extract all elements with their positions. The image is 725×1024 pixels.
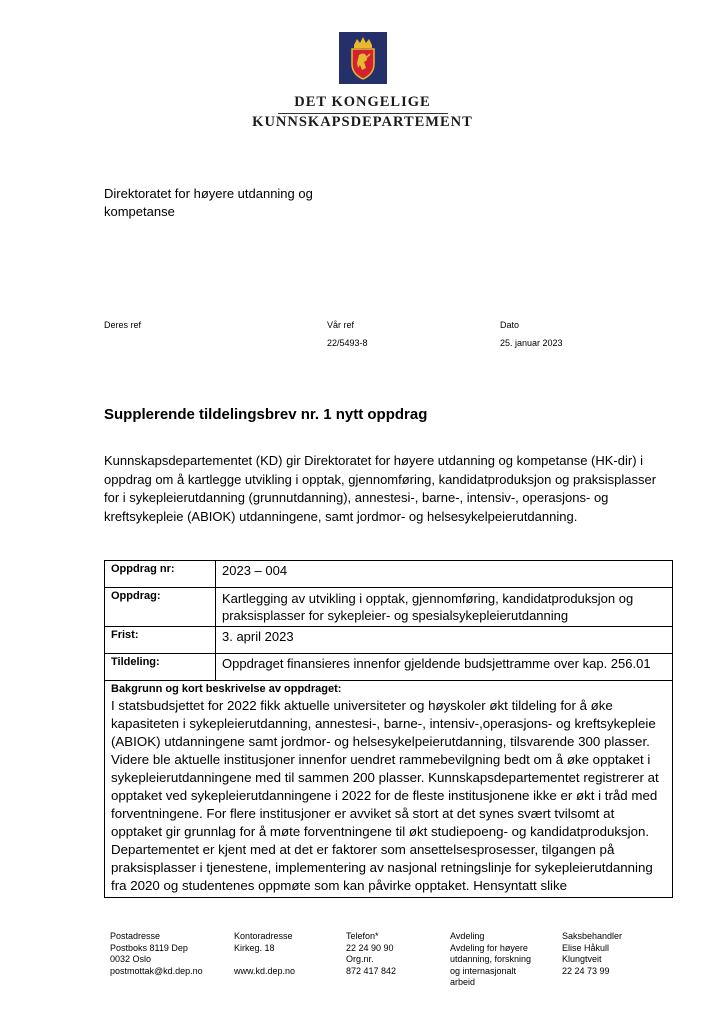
footer-line: Org.nr. bbox=[346, 954, 374, 964]
background-cell bbox=[105, 681, 673, 898]
footer-line: Postadresse bbox=[110, 931, 161, 941]
background-text: I statsbudsjettet for 2022 fikk aktuelle universiteter og høyskoler økt tildeling for å øke kapasiteten i sykepleierutdanning, annestesi-, barne-, intensiv-,operasjons- og kreftsykepleie (ABIOK) utdanningene samt jordmor- og helsesykelpeierutdanning, tilsvarende 300 plasser. Videre ble aktuelle institusjoner innenfor uendret rammebevilgning bedt om å øke opptaket i sykepleierutdanningene med til sammen 200 plasser. Kunnskapsdepartementet registrerer at opptaket ved sykepleierutdanningene i 2022 for de fleste institusjonene ikke er økt i tråd med forventningene. For flere institusjoner er avviket så stort at det synes svært tvilsomt at opptaket gir grunnlag for å møte forventningene til økt studiepoeng- og kandidatproduksjon. Departementet er kjent med at det er faktorer som ansettelsesprosesser, tilgangen på praksisplasser i tjenestene, implementering av nasjonal retningslinje for sykepleierutdanning fra 2020 og studentenes oppmøte som kan påvirke opptaket. Hensyntatt slike bbox=[111, 698, 659, 893]
footer-line: utdanning, forskning bbox=[450, 954, 532, 964]
footer-line: Postboks 8119 Dep bbox=[110, 942, 188, 953]
footer-line bbox=[234, 954, 295, 966]
footer-line: Kontoradresse bbox=[234, 931, 293, 941]
footer-line: arbeid bbox=[450, 977, 476, 987]
intro-paragraph: Kunnskapsdepartementet (KD) gir Direktoratet for høyere utdanning og kompetanse (HK-dir) i oppdrag om å kartlegge utvikling i opptak, gjennomføring, kandidatproduksjon og praksisplasser for i sykepleierutdanning (grunnutdanning), annestesi-, barne-, intensiv-, operasjons- og kreftsykepleie (ABIOK) utdanningene, samt jordmor- og helsesykelpeierutdanning. bbox=[104, 453, 657, 524]
footer-line: Klungtveit bbox=[562, 954, 602, 964]
footer-line: Elise Håkull bbox=[562, 942, 610, 953]
dato-value: 25. januar 2023 bbox=[500, 338, 563, 348]
letterhead bbox=[0, 32, 725, 130]
row-value: Kartlegging av utvikling i opptak, gjennomføring, kandidatproduksjon og praksisplasser for sykepleier- og spesialsykepleierutdanning bbox=[216, 588, 673, 627]
footer-telefon bbox=[346, 931, 396, 977]
dato-label: Dato bbox=[500, 320, 520, 330]
row-value: 2023 – 004 bbox=[216, 561, 673, 588]
footer-line: Telefon* bbox=[346, 931, 379, 941]
row-label: Tildeling: bbox=[105, 654, 216, 681]
var-ref-label: Vår ref bbox=[327, 320, 355, 330]
table-row bbox=[105, 654, 673, 681]
table-row bbox=[105, 681, 673, 898]
footer-avdeling bbox=[450, 931, 531, 989]
row-value: Oppdraget finansieres innenfor gjeldende budsjettramme over kap. 256.01 bbox=[216, 654, 673, 681]
coat-of-arms-icon bbox=[339, 32, 387, 84]
footer-line: 22 24 90 90 bbox=[346, 942, 394, 953]
deres-ref-label: Deres ref bbox=[104, 320, 142, 330]
letter-title: Supplerende tildelingsbrev nr. 1 nytt oppdrag bbox=[104, 406, 428, 423]
table-row bbox=[105, 627, 673, 654]
table-row bbox=[105, 561, 673, 588]
var-ref-value: 22/5493-8 bbox=[327, 338, 368, 348]
footer-line: 872 417 842 bbox=[346, 965, 397, 976]
footer-line: Avdeling for høyere bbox=[450, 942, 528, 953]
department-name-line2: KUNNSKAPSDEPARTEMENT bbox=[252, 114, 473, 130]
footer-line: Saksbehandler bbox=[562, 931, 623, 941]
recipient-address: Direktoratet for høyere utdanning og kompetanse bbox=[104, 186, 313, 219]
assignment-table bbox=[104, 560, 673, 898]
footer-email: postmottak@kd.dep.no bbox=[110, 965, 203, 976]
footer-saksbehandler bbox=[562, 931, 622, 977]
row-value: 3. april 2023 bbox=[216, 627, 673, 654]
table-row bbox=[105, 588, 673, 627]
footer-postadresse bbox=[110, 931, 203, 977]
footer-website: www.kd.dep.no bbox=[234, 965, 296, 976]
footer-line: Avdeling bbox=[450, 931, 485, 941]
row-label: Frist: bbox=[105, 627, 216, 654]
footer-line: 0032 Oslo bbox=[110, 954, 152, 964]
department-name-line1: DET KONGELIGE bbox=[294, 94, 431, 110]
footer-line: og internasjonalt bbox=[450, 965, 517, 976]
row-label: Oppdrag: bbox=[105, 588, 216, 627]
footer-kontoradresse bbox=[234, 931, 295, 977]
footer-line: 22 24 73 99 bbox=[562, 965, 610, 976]
row-label: Oppdrag nr: bbox=[105, 561, 216, 588]
footer-line: Kirkeg. 18 bbox=[234, 942, 275, 953]
background-heading: Bakgrunn og kort beskrivelse av oppdraget: bbox=[111, 683, 342, 695]
department-name bbox=[0, 94, 725, 130]
